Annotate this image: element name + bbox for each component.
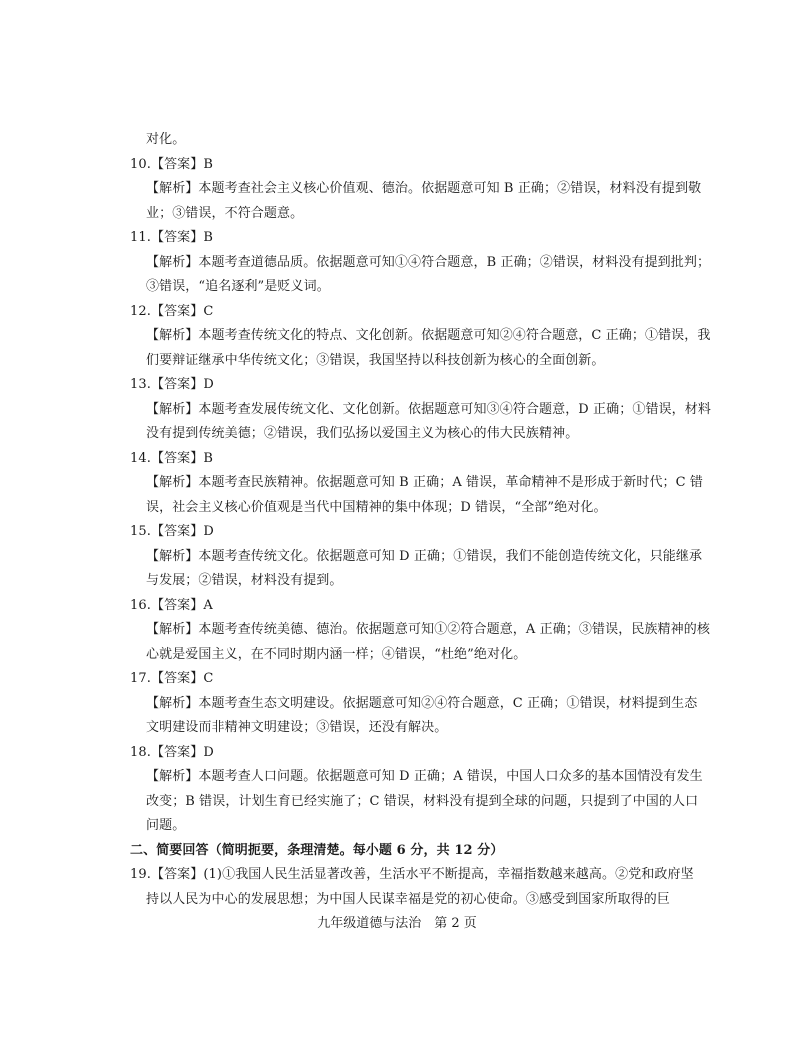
analysis-line: 业；③错误，不符合题意。 (146, 205, 304, 221)
answer-line: 14.【答案】B (130, 450, 214, 466)
answer-item-11 (130, 226, 711, 300)
analysis-line: 【解析】本题考查社会主义核心价值观、德治。依据题意可知 B 正确；②错误，材料没有提到敬 (146, 181, 702, 196)
analysis-line: 【解析】本题考查民族精神。依据题意可知 B 正确；A 错误，革命精神不是形成于新时代；C 错 (146, 475, 704, 490)
analysis-line: 【解析】本题考查发展传统文化、文化创新。依据题意可知③④符合题意，D 正确；①错误，材料 (146, 401, 711, 417)
page-footer: 九年级道德与法治 第 2 页 (317, 916, 477, 931)
analysis-line: 问题。 (146, 818, 186, 833)
analysis-line: 与发展；②错误，材料没有提到。 (146, 573, 343, 588)
answer-item-14 (130, 447, 704, 521)
section-heading: 二、简要回答（简明扼要，条理清楚。每小题 6 分，共 12 分） (130, 842, 504, 858)
answer-line: 19.【答案】(1)①我国人民生活显著改善，生活水平不断提高，幸福指数越来越高。②党和政府坚 (130, 867, 694, 882)
analysis-line: 心就是爱国主义，在不同时期内涵一样；④错误，“杜绝”绝对化。 (146, 646, 527, 662)
analysis-line: 【解析】本题考查道德品质。依据题意可知①④符合题意，B 正确；②错误，材料没有提到批判； (146, 254, 711, 270)
answer-line: 16.【答案】A (130, 597, 213, 613)
analysis-line: 【解析】本题考查生态文明建设。依据题意可知②④符合题意，C 正确；①错误，材料提到生态 (146, 695, 698, 711)
answer-item-17 (130, 667, 698, 741)
continuation-text: 对化。 (146, 132, 186, 147)
analysis-line: 误，社会主义核心价值观是当代中国精神的集中体现；D 错误，“全部”绝对化。 (146, 499, 607, 515)
answer-item-10 (130, 153, 702, 227)
answer-item-16 (130, 594, 710, 668)
analysis-line: 【解析】本题考查传统美德、德治。依据题意可知①②符合题意，A 正确；③错误，民族精神的核 (146, 622, 710, 637)
answer-line: 13.【答案】D (130, 377, 214, 392)
answer-item-12 (130, 300, 711, 374)
analysis-line: 持以人民为中心的发展思想；为中国人民谋幸福是党的初心使命。③感受到国家所取得的巨 (146, 891, 671, 907)
analysis-line: 没有提到传统美德；②错误，我们弘扬以爱国主义为核心的伟大民族精神。 (146, 426, 579, 441)
answer-item-13 (130, 373, 711, 447)
analysis-line: 们要辩证继承中华传统文化；③错误，我国坚持以科技创新为核心的全面创新。 (146, 352, 605, 368)
answer-item-19 (130, 863, 694, 912)
analysis-line: 【解析】本题考查人口问题。依据题意可知 D 正确；A 错误，中国人口众多的基本国情没有发生 (146, 769, 703, 784)
answer-line: 10.【答案】B (130, 156, 214, 172)
answer-line: 11.【答案】B (130, 230, 214, 245)
analysis-line: 文明建设而非精神文明建设；③错误，还没有解决。 (146, 720, 448, 735)
analysis-line: 【解析】本题考查传统文化的特点、文化创新。依据题意可知②④符合题意，C 正确；①错误，我 (146, 328, 711, 343)
answer-content (130, 128, 711, 912)
answer-line: 15.【答案】D (130, 524, 214, 539)
answer-item-18 (130, 741, 703, 839)
analysis-line: ③错误，“追名逐利”是贬义词。 (146, 279, 330, 294)
analysis-line: 改变；B 错误，计划生育已经实施了；C 错误，材料没有提到全球的问题，只提到了中国的人口 (146, 793, 699, 809)
analysis-line: 【解析】本题考查传统文化。依据题意可知 D 正确；①错误，我们不能创造传统文化，只能继承 (146, 548, 703, 564)
answer-line: 12.【答案】C (130, 303, 214, 319)
answer-item-15 (130, 520, 703, 594)
answer-line: 18.【答案】D (130, 744, 214, 760)
answer-line: 17.【答案】C (130, 671, 214, 686)
